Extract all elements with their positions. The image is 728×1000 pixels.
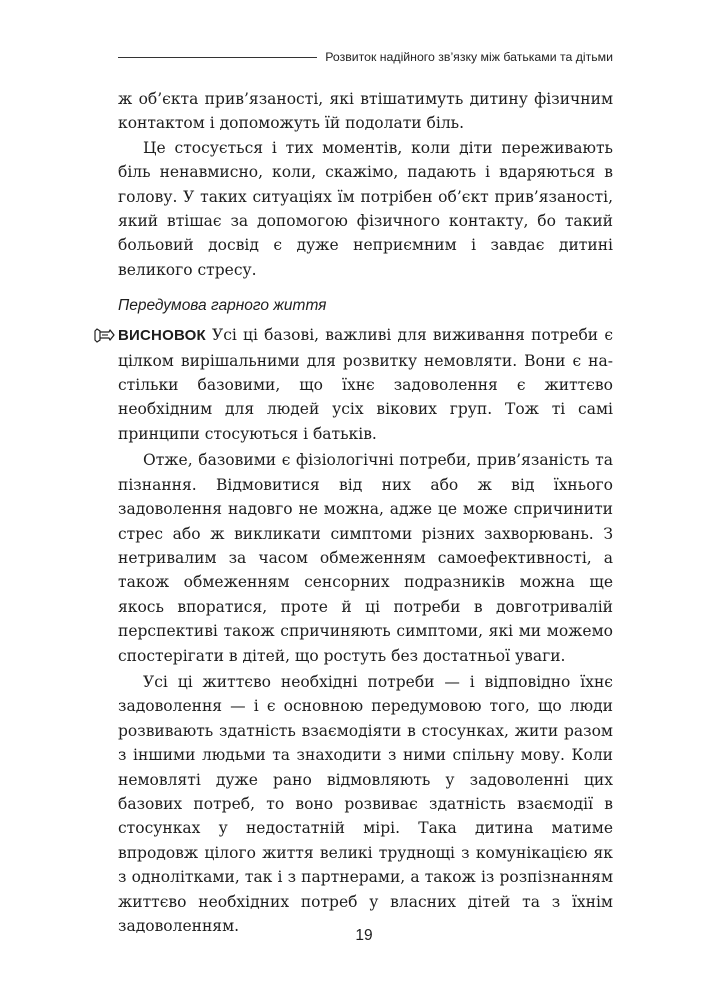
page-number: 19 [355, 927, 373, 944]
page-body [118, 87, 613, 938]
running-title: Розвиток надійного зв’язку між батьками та дітьми [325, 50, 613, 64]
paragraph-2: Це стосується і тих моментів, коли діти переживають біль ненавмисно, коли, скажімо, падають і вдаряються в голову. У таких ситуаціях їм потрібен об’єкт прив’язаності, який втішає за допомогою фізичного контакту, бо такий больовий досвід є дуже неприємним і завдає дитині великого стресу. [118, 138, 613, 279]
header-rule [118, 57, 317, 58]
section-subheading: Передумова гарного життя [118, 297, 327, 315]
conclusion-label: ВИСНОВОК [118, 327, 206, 345]
running-header [118, 50, 613, 64]
paragraph-3: Отже, базовими є фізіологічні потреби, прив’язаність та пізнання. Відмовитися від них або ж від їхнього задоволення надовго не можна, адже це може спричинити стрес або ж викликати симптоми різних захворювань. З нетривалим за часом обмеженням самоефективності, а також обмеженням сенсорних подразників можна ще якось впоратися, проте й ці потреби в довготривалій перспективі також спричиняють симптоми, які ми можемо спостерігати в дітей, що ростуть без достатньої уваги. [118, 451, 613, 665]
paragraph-4: Усі ці життєво необхідні потреби — і відповідно їхнє задоволення — і є основною передумовою того, що люди розвивають здатність взаємодіяти в стосунках, жити разом з іншими людьми та знаходити з ними спільну мову. Коли немовляті дуже рано відмовляють у задоволенні цих базових потреб, то воно розвиває здатність взаємодії в стосунках у недостатній мірі. Така дитина матиме впродовж цілого життя великі труднощі з комунікацією як з однолітками, так і з партнерами, а також із розпізнанням життєво необхідних потреб у власних дітей та з їхнім задоволенням. [118, 672, 613, 935]
paragraph-1: ж об’єкта прив’язаності, які втішатимуть дитину фізичним контактом і допоможуть їй подолати біль. [118, 90, 613, 133]
conclusion-paragraph [118, 323, 613, 446]
conclusion-block [118, 323, 613, 446]
conclusion-text: Усі ці базові, важливі для виживання потреби є цілком вирішальними для розвитку немовляти. Вони є настільки базовими, що їхнє задоволення є життєво необхідним для людей усіх вікових груп. Тож ті самі принципи стосуються і батьків. [118, 326, 613, 443]
hand-pointing-right-icon [94, 325, 116, 345]
